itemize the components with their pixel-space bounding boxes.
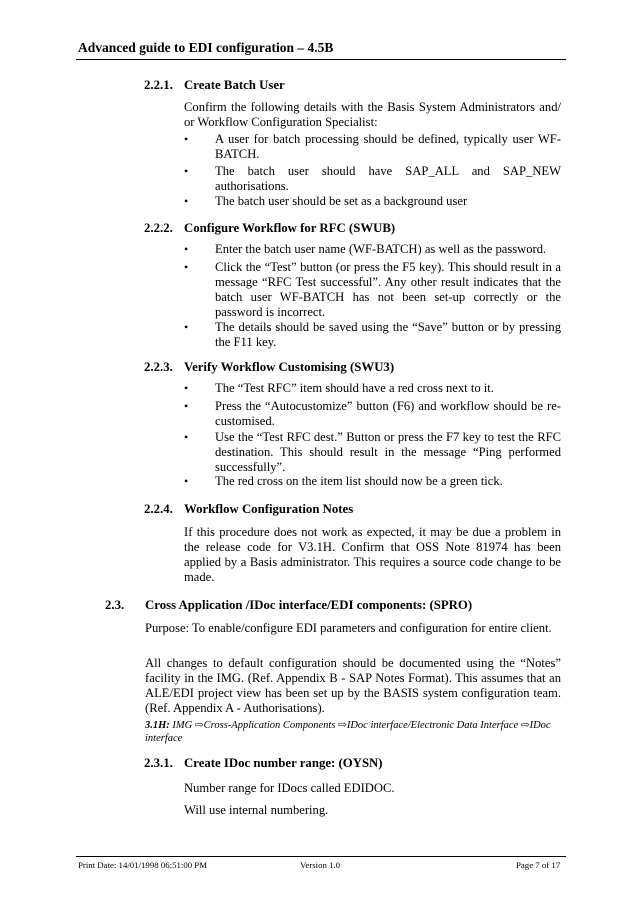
list-item-text: Press the “Autocustomize” button (F6) and workflow should be re-customised. bbox=[215, 399, 561, 428]
section-title: Workflow Configuration Notes bbox=[184, 502, 354, 516]
section-number: 2.3. bbox=[105, 598, 125, 612]
section-heading-2-3-1 bbox=[144, 756, 383, 771]
list-item-text: The “Test RFC” item should have a red cross next to it. bbox=[215, 381, 494, 395]
img-menu-path bbox=[145, 719, 561, 745]
page-header-title: Advanced guide to EDI configuration – 4.5B bbox=[78, 40, 334, 55]
section-title: Cross Application /IDoc interface/EDI components: (SPRO) bbox=[145, 598, 473, 612]
footer-page-number: Page 7 of 17 bbox=[516, 860, 561, 870]
paragraph-purpose: Purpose: To enable/configure EDI parameters and configuration for entire client. bbox=[145, 621, 552, 635]
section-heading-2-2-3 bbox=[144, 360, 394, 375]
bullet-icon: • bbox=[184, 381, 189, 395]
bullet-icon: • bbox=[184, 399, 189, 413]
paragraph-changes: All changes to default configuration should be documented using the “Notes” facility in the IMG. (Ref. Appendix B - SAP Notes Format). This assumes that an ALE/EDI project view has been set up by the BASIS system configuration team. (Ref. Appendix A - Authorisations). bbox=[145, 656, 561, 715]
section-number: 2.3.1. bbox=[144, 756, 173, 770]
section-number: 2.2.2. bbox=[144, 221, 173, 235]
section-heading-2-2-1 bbox=[144, 78, 285, 93]
header-divider bbox=[76, 59, 566, 60]
list-item-text: Use the “Test RFC dest.” Button or press the F7 key to test the RFC destination. This should result in the message “Ping performed successfully”. bbox=[215, 430, 561, 474]
list-item-text: A user for batch processing should be defined, typically user WF-BATCH. bbox=[215, 132, 561, 161]
list-item-text: The batch user should be set as a background user bbox=[215, 194, 468, 208]
section-heading-2-2-2 bbox=[144, 221, 395, 236]
paragraph-confirm-details: Confirm the following details with the Basis System Administrators and/ or Workflow Configuration Specialist: bbox=[184, 100, 561, 129]
bullet-icon: • bbox=[184, 260, 189, 274]
bullet-icon: • bbox=[184, 132, 189, 146]
list-item-text: Enter the batch user name (WF-BATCH) as well as the password. bbox=[215, 242, 547, 256]
list-item-text: Click the “Test” button (or press the F5 key). This should result in a message “RFC Test successful”. Any other result indicates that the batch user WF-BATCH has not been set-up correctly or the password is incorrect. bbox=[215, 260, 561, 319]
section-number: 2.2.1. bbox=[144, 78, 173, 92]
bullet-icon: • bbox=[184, 430, 189, 444]
list-item-text: The red cross on the item list should now be a green tick. bbox=[215, 474, 503, 488]
section-title: Configure Workflow for RFC (SWUB) bbox=[184, 221, 396, 235]
menu-path-text: IMG ⇨Cross-Application Components ⇨IDoc interface/Electronic Data Interface ⇨IDoc interface bbox=[145, 720, 551, 744]
bullet-icon: • bbox=[184, 242, 189, 256]
list-item-text: The details should be saved using the “Save” button or by pressing the F11 key. bbox=[215, 320, 561, 349]
bullet-icon: • bbox=[184, 164, 189, 178]
bullet-icon: • bbox=[184, 474, 189, 488]
list-item-text: The batch user should have SAP_ALL and SAP_NEW authorisations. bbox=[215, 164, 561, 193]
section-number: 2.2.4. bbox=[144, 502, 173, 516]
paragraph-number-range: Number range for IDocs called EDIDOC. bbox=[184, 781, 395, 795]
bullet-icon: • bbox=[184, 194, 189, 208]
bullet-icon: • bbox=[184, 320, 189, 334]
section-title: Create Batch User bbox=[184, 78, 285, 92]
section-heading-2-3 bbox=[105, 598, 472, 613]
section-title: Create IDoc number range: (OYSN) bbox=[184, 756, 383, 770]
footer-print-date: Print Date: 14/01/1998 06:51:00 PM bbox=[78, 860, 208, 870]
section-title: Verify Workflow Customising (SWU3) bbox=[184, 360, 395, 374]
footer-divider bbox=[76, 856, 566, 857]
paragraph-workflow-notes: If this procedure does not work as expected, it may be due a problem in the release code for V3.1H. Confirm that OSS Note 81974 has been applied by a Basis administrator. This requires a source code change to be made. bbox=[184, 525, 561, 584]
release-label: 3.1H: bbox=[145, 720, 170, 731]
section-heading-2-2-4 bbox=[144, 502, 353, 517]
paragraph-internal-numbering: Will use internal numbering. bbox=[184, 803, 329, 817]
section-number: 2.2.3. bbox=[144, 360, 173, 374]
footer-version: Version 1.0 bbox=[300, 860, 341, 870]
